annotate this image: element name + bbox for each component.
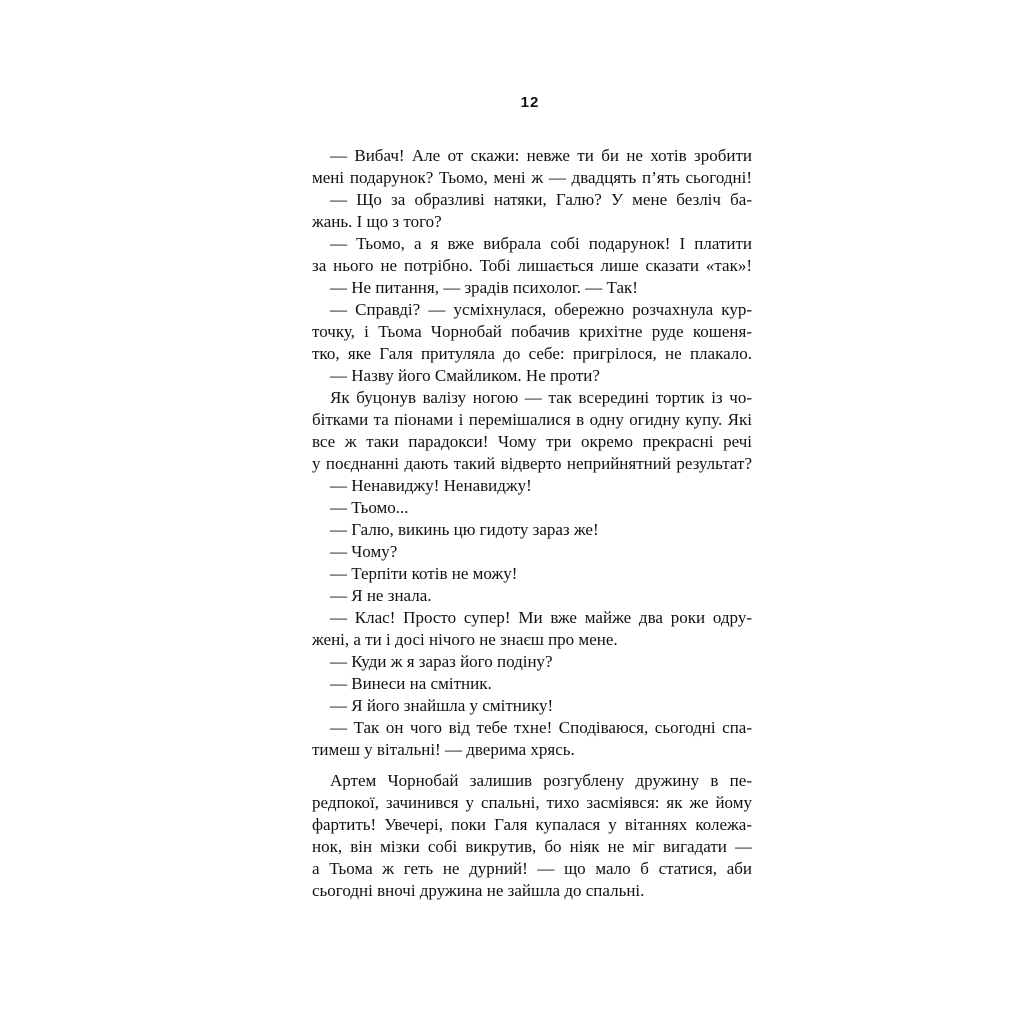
text-line: — Я не знала. (330, 586, 432, 605)
text-line: — Тьомо, а я вже вибрала собі подарунок! І платити (330, 234, 752, 253)
text-line: — Справді? — усміхнулася, обережно розчахнула кур- (330, 300, 752, 319)
text-line: нок, він мізки собі викрутив, бо ніяк не міг вигадати — (312, 837, 752, 856)
text-line: у поєднанні дають такий відверто неприйнятний результат? (312, 454, 752, 473)
text-line: — Що за образливі натяки, Галю? У мене безліч ба- (330, 190, 752, 209)
text-line: — Не питання, — зрадів психолог. — Так! (330, 278, 638, 297)
text-line: Артем Чорнобай залишив розгублену дружину в пе- (330, 771, 752, 790)
text-line: точку, і Тьома Чорнобай побачив крихітне руде кошеня- (312, 322, 752, 341)
text-line: мені подарунок? Тьомо, мені ж — двадцять п’ять сьогодні! (312, 168, 752, 187)
page-number: 12 (520, 94, 540, 111)
text-line: а Тьома ж геть не дурний! — що мало б статися, аби (312, 859, 752, 878)
text-line: — Клас! Просто супер! Ми вже майже два роки одру- (330, 608, 752, 627)
text-line: редпокої, зачинився у спальні, тихо засміявся: як же йому (312, 793, 752, 812)
text-line: — Галю, викинь цю гидоту зараз же! (330, 520, 599, 539)
text-line: за нього не потрібно. Тобі лишається лише сказати «так»! (312, 256, 752, 275)
text-line: — Так он чого від тебе тхне! Сподіваюся, сьогодні спа- (330, 718, 752, 737)
text-line: — Вибач! Але от скажи: невже ти би не хотів зробити (330, 146, 752, 165)
text-line: — Чому? (330, 542, 398, 561)
text-line: бітками та піонами і перемішалися в одну огидну купу. Які (312, 410, 752, 429)
text-line: — Терпіти котів не можу! (330, 564, 518, 583)
text-line: — Я його знайшла у смітнику! (330, 696, 554, 715)
text-line: тко, яке Галя притуляла до себе: пригрілося, не плакало. (312, 344, 752, 363)
text-line: — Винеси на смітник. (330, 674, 492, 693)
text-line: жань. І що з того? (312, 212, 442, 231)
closing-paragraph (312, 770, 752, 902)
text-line: — Куди ж я зараз його подіну? (330, 652, 553, 671)
text-line: — Назву його Смайликом. Не проти? (330, 366, 600, 385)
dialogue-section (312, 145, 752, 761)
text-line: тимеш у вітальні! — дверима хрясь. (312, 740, 575, 759)
text-line: Як буцонув валізу ногою — так всередині тортик із чо- (330, 388, 752, 407)
text-line: все ж таки парадокси! Чому три окремо прекрасні речі (312, 432, 752, 451)
text-line: сьогодні вночі дружина не зайшла до спальні. (312, 881, 645, 900)
text-line: жені, а ти і досі нічого не знаєш про мене. (312, 630, 618, 649)
text-line: — Ненавиджу! Ненавиджу! (330, 476, 532, 495)
text-line: фартить! Увечері, поки Галя купалася у вітаннях колежа- (312, 815, 752, 834)
text-line: — Тьомо... (330, 498, 409, 517)
